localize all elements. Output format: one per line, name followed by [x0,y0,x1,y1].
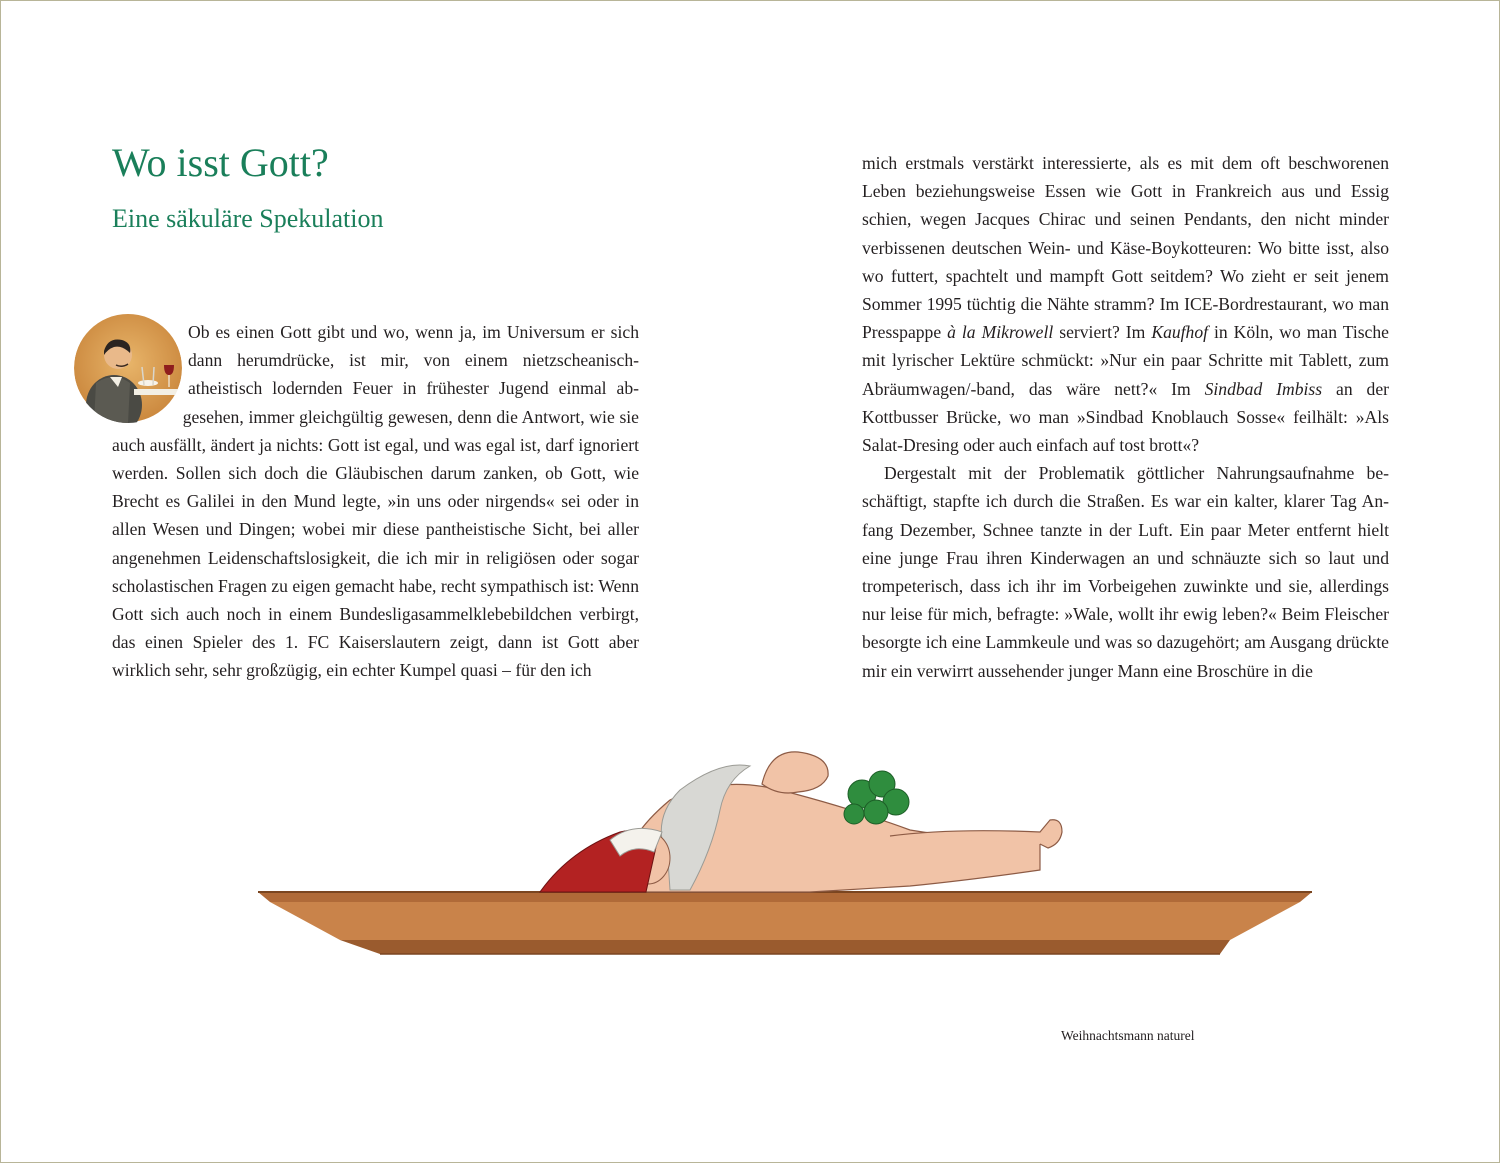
paragraph [862,459,1389,685]
italic-text: Kaufhof [1151,322,1209,343]
santa-on-platter-illustration [250,740,1320,980]
text-run: an der Kottbusser Brücke, wo man »Sindbad Knoblauch Sosse« feilhält: »Als Salat-Dresing oder auch einfach auf tost brott«? [862,378,1389,456]
italic-text: à la Mikrowell [947,322,1054,343]
left-column-text [112,318,639,685]
text-run: Ob es einen Gott gibt und wo, wenn ja, im Universum er sich dann herumdrücke, ist mir, von einem nietzscheanisch-atheistisch lodernden Feuer in frühester Jugend einmal abgesehen, immer gleichgültig gewesen, denn die Antwort, wie sie auch ausfällt, ändert ja nichts: Gott ist egal, und was egal ist, darf ignoriert werden. Sollen sich doch die Gläubischen darum zanken, ob Gott, wie Brecht es Galilei in den Mund legte, »in uns oder nirgends« sei oder in allen Wesen und Dingen; wobei mir diese pantheistische Sicht, bei aller angenehmen Leidenschaftslosigkeit, die ich mir in religiösen oder sogar scholastischen Fragen zu eigen gemacht habe, recht sympathisch ist: Wenn Gott sich auch noch in einem Bundesligasammelklebebildchen verbirgt, das einen Spieler des 1. FC Kaiserslautern zeigt, dann ist Gott aber wirklich sehr, sehr großzügig, ein echter Kumpel quasi – für den ich [112,322,639,681]
text-run: in Köln, wo man Tische mit lyrischer Lektüre schmückt: »Nur ein paar Schritte mit Tablett, zum Abräumwagen/-band, das wäre nett?« Im [862,322,1389,399]
page-title: Wo isst Gott? [112,140,329,185]
paragraph [112,318,639,685]
right-column [862,149,1389,685]
text-run: Dergestalt mit der Problematik göttlicher Nahrungsaufnahme beschäftigt, stapfte ich durch die Straßen. Es war ein kalter, klarer Tag Anfang Dezember, Schnee tanzte in der Luft. Ein paar Meter entfernt hielt eine junge Frau ihren Kinderwagen an und schnäuzte sich so laut und trompeterisch, dass ich ihr im Vorbeigehen zuwinkte und sie, allerdings nur leise für mich, befragte: »Wale, wollt ihr ewig leben?« Beim Fleischer besorgte ich eine Lammkeule und was so dazugehört; am Ausgang drückte mir ein verwirrt aussehender junger Mann eine Broschüre in die [862,463,1389,681]
diner-portrait-icon [74,313,182,423]
paragraph [862,149,1389,459]
page-subtitle: Eine säkuläre Spekulation [112,204,384,233]
left-column [112,318,639,685]
italic-text: Sindbad Imbiss [1204,378,1323,399]
illustration-caption: Weihnachtsmann naturel [1061,1028,1195,1043]
text-run: serviert? Im [1053,322,1152,343]
text-run: mich erstmals verstärkt interessierte, als es mit dem oft beschworenen Leben beziehungsweise Essen wie Gott in Frankreich aus und Essig schien, wegen Jacques Chirac und seinen Pendants, den nicht minder verbissenen deutschen Wein- und Käse-Boykotteuren: Wo bitte isst, also wo futtert, spachtelt und mampft Gott seitdem? Wo zieht er seit jenem Sommer 1995 tüchtig die Nähte stramm? Im ICE-Bordrestaurant, wo man Presspappe [862,153,1389,343]
right-column-text [862,149,1389,685]
